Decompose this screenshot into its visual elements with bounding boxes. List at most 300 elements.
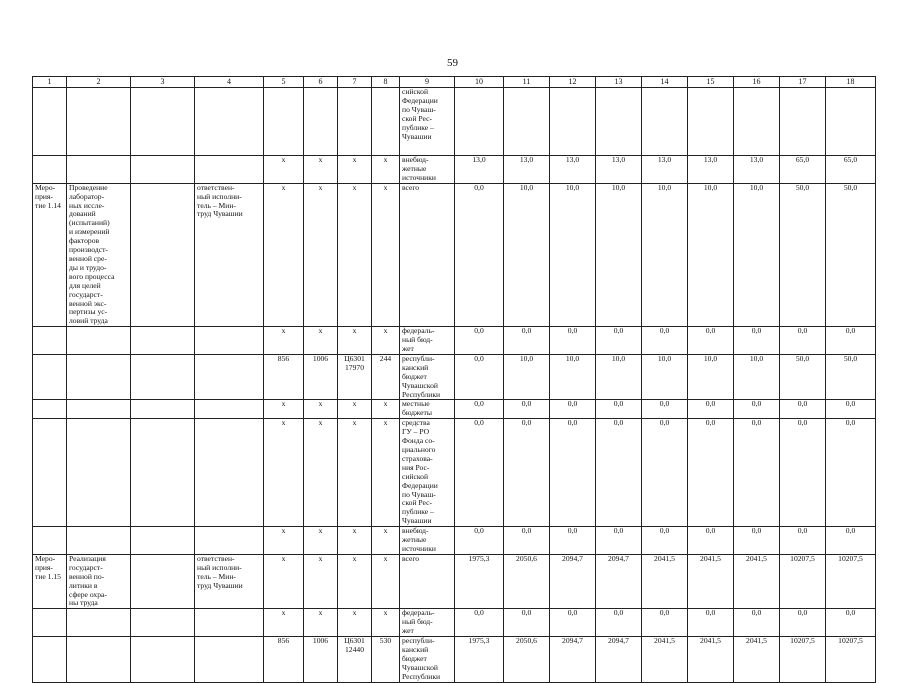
goal-cell — [131, 637, 195, 683]
executor-cell — [195, 554, 264, 608]
amount-cell — [504, 183, 550, 327]
code-cell-text: x — [352, 526, 357, 536]
amount-cell — [596, 156, 642, 184]
amount-cell — [642, 354, 688, 400]
amount-cell-text: 65,0 — [795, 155, 810, 164]
measure-name-cell — [67, 637, 131, 683]
column-number-18: 18 — [826, 77, 876, 88]
amount-cell — [826, 88, 876, 156]
executor-cell — [195, 354, 264, 400]
amount-cell-text: 10207,5 — [838, 554, 863, 563]
amount-cell-text: 2094,7 — [562, 636, 583, 646]
code-cell — [338, 554, 372, 608]
amount-cell — [780, 156, 826, 184]
amount-cell-text: 13,0 — [519, 155, 534, 164]
column-number-1: 1 — [33, 77, 67, 88]
code-cell-text: Ц6301 17970 — [344, 354, 365, 372]
amount-cell — [642, 183, 688, 327]
amount-cell-text: 0,0 — [474, 183, 484, 192]
funding-source-cell-text: внебюд- жетные источники — [402, 155, 436, 182]
amount-cell — [504, 419, 550, 527]
amount-cell — [688, 400, 734, 419]
funding-source-cell — [400, 419, 455, 527]
funding-source-cell-text: местные бюджеты — [402, 399, 432, 418]
goal-cell — [131, 609, 195, 637]
column-number-4: 4 — [195, 77, 264, 88]
amount-cell-text: 10,0 — [749, 354, 764, 363]
amount-cell-text: 1975,3 — [468, 554, 490, 563]
code-cell-text: x — [318, 326, 323, 336]
code-cell-text: 530 — [379, 636, 392, 646]
funding-source-cell-text: всего — [402, 183, 420, 192]
amount-cell — [826, 419, 876, 527]
code-cell-text: x — [352, 399, 357, 409]
amount-cell — [455, 609, 504, 637]
page-number: 59 — [447, 57, 458, 69]
measure-label-cell-text: Меро- прия- тие 1.14 — [35, 183, 61, 210]
amount-cell — [504, 527, 550, 555]
amount-cell-text: 10207,5 — [790, 554, 815, 563]
funding-source-cell — [400, 554, 455, 608]
measure-label-cell — [33, 88, 67, 156]
amount-cell-text: 0,0 — [845, 326, 856, 336]
table-row — [33, 327, 876, 355]
amount-cell — [642, 527, 688, 555]
amount-cell-text: 0,0 — [659, 418, 670, 428]
funding-source-cell — [400, 354, 455, 400]
amount-cell-text: 0,0 — [705, 608, 716, 618]
code-cell — [304, 183, 338, 327]
amount-cell — [550, 419, 596, 527]
amount-cell — [688, 527, 734, 555]
amount-cell — [734, 400, 780, 419]
code-cell — [372, 554, 400, 608]
amount-cell-text: 0,0 — [659, 399, 670, 409]
code-cell — [264, 88, 304, 156]
code-cell — [372, 419, 400, 527]
amount-cell — [780, 419, 826, 527]
amount-cell-text: 0,0 — [521, 418, 532, 428]
code-cell-text: x — [281, 183, 286, 192]
measure-name-cell — [67, 156, 131, 184]
amount-cell-text: 10207,5 — [790, 636, 815, 646]
amount-cell-text: 0,0 — [751, 526, 762, 536]
code-cell — [338, 327, 372, 355]
amount-cell-text: 2094,7 — [608, 554, 629, 563]
code-cell-text: x — [281, 399, 286, 409]
amount-cell-text: 10,0 — [519, 183, 534, 192]
code-cell-text: x — [352, 608, 357, 618]
amount-cell — [734, 419, 780, 527]
amount-cell — [455, 554, 504, 608]
measure-name-cell — [67, 400, 131, 419]
amount-cell-text: 0,0 — [567, 326, 578, 336]
amount-cell-text: 0,0 — [567, 399, 578, 409]
code-cell — [304, 609, 338, 637]
table-row — [33, 183, 876, 327]
amount-cell-text: 0,0 — [474, 399, 484, 409]
amount-cell — [734, 637, 780, 683]
executor-cell — [195, 527, 264, 555]
amount-cell — [596, 354, 642, 400]
code-cell — [372, 156, 400, 184]
goal-cell — [131, 327, 195, 355]
amount-cell — [826, 609, 876, 637]
amount-cell — [550, 354, 596, 400]
code-cell — [304, 354, 338, 400]
amount-cell — [642, 400, 688, 419]
amount-cell — [688, 354, 734, 400]
column-number-14: 14 — [642, 77, 688, 88]
code-cell — [338, 637, 372, 683]
code-cell-text: x — [318, 608, 323, 618]
amount-cell — [642, 156, 688, 184]
amount-cell-text: 2041,5 — [746, 554, 767, 563]
amount-cell-text: 10,0 — [611, 354, 626, 363]
code-cell-text: x — [383, 183, 388, 192]
amount-cell — [504, 354, 550, 400]
amount-cell-text: 10,0 — [611, 183, 626, 192]
amount-cell — [642, 637, 688, 683]
amount-cell — [734, 327, 780, 355]
code-cell — [338, 527, 372, 555]
amount-cell-text: 2050,6 — [516, 554, 537, 563]
measure-name-cell — [67, 327, 131, 355]
amount-cell — [455, 156, 504, 184]
measure-label-cell — [33, 637, 67, 683]
column-number-13: 13 — [596, 77, 642, 88]
amount-cell-text: 0,0 — [613, 399, 624, 409]
table-row — [33, 354, 876, 400]
amount-cell-text: 50,0 — [843, 183, 858, 192]
funding-source-cell — [400, 156, 455, 184]
code-cell-text: x — [281, 326, 286, 336]
amount-cell — [734, 609, 780, 637]
amount-cell-text: 0,0 — [567, 608, 578, 618]
funding-source-cell-text: федераль- ный бюд- жет — [402, 608, 435, 636]
measure-name-cell — [67, 527, 131, 555]
column-number-16: 16 — [734, 77, 780, 88]
code-cell-text: x — [318, 554, 323, 563]
amount-cell — [734, 156, 780, 184]
amount-cell — [550, 637, 596, 683]
amount-cell-text: 2041,5 — [700, 636, 721, 646]
amount-cell-text: 0,0 — [474, 526, 484, 536]
code-cell — [372, 327, 400, 355]
amount-cell — [734, 527, 780, 555]
executor-cell — [195, 609, 264, 637]
table-row — [33, 637, 876, 683]
code-cell-text: x — [352, 418, 357, 428]
funding-source-cell — [400, 609, 455, 637]
amount-cell — [596, 419, 642, 527]
column-number-3: 3 — [131, 77, 195, 88]
measure-name-cell — [67, 354, 131, 400]
amount-cell — [596, 327, 642, 355]
code-cell — [338, 183, 372, 327]
amount-cell — [826, 637, 876, 683]
amount-cell — [455, 183, 504, 327]
amount-cell-text: 50,0 — [843, 354, 858, 363]
measure-name-cell — [67, 554, 131, 608]
amount-cell-text: 0,0 — [797, 399, 808, 409]
amount-cell-text: 10207,5 — [838, 636, 863, 646]
amount-cell-text: 0,0 — [521, 526, 532, 536]
code-cell — [304, 400, 338, 419]
amount-cell-text: 0,0 — [613, 326, 624, 336]
amount-cell-text: 13,0 — [657, 155, 672, 164]
code-cell — [372, 88, 400, 156]
measure-name-cell — [67, 609, 131, 637]
amount-cell-text: 0,0 — [613, 418, 624, 428]
amount-cell — [504, 327, 550, 355]
amount-cell — [734, 354, 780, 400]
code-cell-text: x — [352, 554, 357, 563]
amount-cell — [688, 88, 734, 156]
funding-source-cell-text: федераль- ный бюд- жет — [402, 326, 435, 354]
amount-cell — [826, 554, 876, 608]
amount-cell — [688, 609, 734, 637]
amount-cell — [550, 183, 596, 327]
amount-cell — [780, 327, 826, 355]
measure-name-cell — [67, 88, 131, 156]
amount-cell-text: 0,0 — [705, 326, 716, 336]
amount-cell-text: 0,0 — [521, 326, 532, 336]
code-cell — [304, 156, 338, 184]
column-number-8: 8 — [372, 77, 400, 88]
code-cell — [264, 419, 304, 527]
code-cell-text: 856 — [277, 636, 290, 646]
budget-table — [32, 76, 876, 683]
funding-source-cell-text: сийской Федерации по Чуваш- ской Рес- публике – Чувашии — [402, 87, 438, 141]
goal-cell — [131, 183, 195, 327]
amount-cell-text: 13,0 — [703, 155, 718, 164]
amount-cell-text: 0,0 — [659, 526, 670, 536]
code-cell — [304, 327, 338, 355]
measure-label-cell — [33, 327, 67, 355]
amount-cell — [596, 554, 642, 608]
code-cell-text: x — [281, 418, 286, 428]
amount-cell — [455, 527, 504, 555]
funding-source-cell-text: внебюд- жетные источники — [402, 526, 436, 553]
amount-cell — [550, 327, 596, 355]
goal-cell — [131, 156, 195, 184]
amount-cell-text: 0,0 — [751, 418, 762, 428]
amount-cell-text: 0,0 — [845, 399, 856, 409]
executor-cell — [195, 637, 264, 683]
amount-cell-text: 13,0 — [565, 155, 580, 164]
amount-cell — [455, 88, 504, 156]
amount-cell — [826, 400, 876, 419]
code-cell-text: 856 — [277, 354, 290, 363]
amount-cell-text: 0,0 — [797, 608, 808, 618]
column-number-10: 10 — [455, 77, 504, 88]
amount-cell-text: 0,0 — [705, 418, 716, 428]
amount-cell — [596, 609, 642, 637]
table-row — [33, 156, 876, 184]
code-cell — [372, 527, 400, 555]
amount-cell — [504, 156, 550, 184]
amount-cell — [596, 88, 642, 156]
goal-cell — [131, 400, 195, 419]
code-cell-text: x — [281, 608, 286, 618]
goal-cell — [131, 554, 195, 608]
amount-cell — [642, 554, 688, 608]
amount-cell-text: 13,0 — [611, 155, 626, 164]
measure-label-cell — [33, 609, 67, 637]
amount-cell — [550, 156, 596, 184]
measure-label-cell — [33, 419, 67, 527]
amount-cell-text: 2094,7 — [562, 554, 583, 563]
code-cell-text: x — [352, 326, 357, 336]
code-cell-text: x — [318, 418, 323, 428]
amount-cell-text: 0,0 — [845, 608, 856, 618]
code-cell-text: x — [383, 399, 388, 409]
amount-cell-text: 0,0 — [845, 418, 856, 428]
amount-cell — [642, 419, 688, 527]
amount-cell — [780, 88, 826, 156]
amount-cell-text: 0,0 — [474, 608, 484, 618]
column-number-12: 12 — [550, 77, 596, 88]
amount-cell-text: 0,0 — [567, 418, 578, 428]
amount-cell-text: 2041,5 — [700, 554, 721, 563]
measure-label-cell — [33, 527, 67, 555]
amount-cell-text: 50,0 — [795, 354, 810, 363]
code-cell-text: x — [383, 526, 388, 536]
amount-cell-text: 50,0 — [795, 183, 810, 192]
executor-cell — [195, 156, 264, 184]
amount-cell-text: 0,0 — [751, 326, 762, 336]
measure-label-cell — [33, 354, 67, 400]
measure-name-cell-text: Проведение лаборатор- ных иссле- дований (испытаний) и измерений факторов производст- венной сре- ды и трудо- вого процесса для целей государст- венной экс- пертизы ус- ловий труда — [69, 183, 115, 326]
amount-cell-text: 10,0 — [565, 183, 580, 192]
amount-cell-text: 0,0 — [474, 326, 484, 336]
column-number-7: 7 — [338, 77, 372, 88]
table-row — [33, 527, 876, 555]
amount-cell — [455, 327, 504, 355]
amount-cell-text: 1975,3 — [468, 636, 490, 646]
amount-cell — [596, 400, 642, 419]
amount-cell-text: 13,0 — [749, 155, 764, 164]
code-cell-text: x — [383, 608, 388, 618]
column-number-2: 2 — [67, 77, 131, 88]
code-cell-text: x — [352, 183, 357, 192]
amount-cell — [780, 609, 826, 637]
amount-cell-text: 0,0 — [613, 526, 624, 536]
goal-cell — [131, 527, 195, 555]
code-cell — [264, 354, 304, 400]
amount-cell-text: 0,0 — [797, 418, 808, 428]
code-cell — [338, 88, 372, 156]
column-number-row — [33, 77, 876, 88]
amount-cell-text: 0,0 — [797, 326, 808, 336]
code-cell-text: x — [281, 526, 286, 536]
funding-source-cell-text: средства ГУ – РО Фонда со- циального страхова- ния Рос- сийской Федерации по Чуваш- ской Рес- публике – Чувашии — [402, 418, 438, 526]
code-cell — [304, 554, 338, 608]
amount-cell-text: 10,0 — [657, 183, 672, 192]
funding-source-cell-text: республи- канский бюджет Чувашской Республики — [402, 636, 441, 681]
amount-cell — [596, 183, 642, 327]
funding-source-cell — [400, 183, 455, 327]
code-cell-text: x — [383, 554, 388, 563]
amount-cell — [734, 183, 780, 327]
code-cell-text: x — [318, 526, 323, 536]
code-cell — [264, 527, 304, 555]
column-number-15: 15 — [688, 77, 734, 88]
amount-cell-text: 0,0 — [705, 399, 716, 409]
measure-name-cell — [67, 419, 131, 527]
amount-cell — [550, 609, 596, 637]
amount-cell-text: 10,0 — [703, 354, 718, 363]
executor-cell — [195, 88, 264, 156]
code-cell — [304, 527, 338, 555]
funding-source-cell-text: республи- канский бюджет Чувашской Республики — [402, 354, 441, 399]
executor-cell-text: ответствен- ный исполни- тель – Мин- труд Чувашии — [197, 554, 243, 590]
code-cell — [338, 354, 372, 400]
amount-cell — [455, 400, 504, 419]
amount-cell — [734, 554, 780, 608]
code-cell — [264, 637, 304, 683]
code-cell-text: 244 — [379, 354, 392, 363]
table-row — [33, 400, 876, 419]
amount-cell — [550, 400, 596, 419]
amount-cell — [826, 156, 876, 184]
funding-source-cell-text: всего — [402, 554, 420, 563]
code-cell — [372, 400, 400, 419]
amount-cell-text: 13,0 — [472, 155, 486, 164]
measure-label-cell — [33, 400, 67, 419]
table-row — [33, 554, 876, 608]
amount-cell — [688, 419, 734, 527]
amount-cell — [780, 554, 826, 608]
amount-cell-text: 10,0 — [749, 183, 764, 192]
column-number-5: 5 — [264, 77, 304, 88]
amount-cell — [596, 637, 642, 683]
code-cell — [264, 400, 304, 419]
measure-name-cell — [67, 183, 131, 327]
code-cell-text: x — [318, 399, 323, 409]
amount-cell — [780, 527, 826, 555]
amount-cell — [688, 327, 734, 355]
code-cell — [338, 609, 372, 637]
amount-cell — [596, 527, 642, 555]
column-number-17: 17 — [780, 77, 826, 88]
amount-cell — [455, 637, 504, 683]
column-number-6: 6 — [304, 77, 338, 88]
table-row — [33, 609, 876, 637]
amount-cell — [504, 637, 550, 683]
code-cell — [264, 327, 304, 355]
measure-label-cell — [33, 554, 67, 608]
amount-cell — [550, 88, 596, 156]
amount-cell — [780, 183, 826, 327]
executor-cell — [195, 400, 264, 419]
amount-cell-text: 0,0 — [845, 526, 856, 536]
amount-cell-text: 0,0 — [659, 326, 670, 336]
amount-cell — [688, 637, 734, 683]
amount-cell — [455, 354, 504, 400]
goal-cell — [131, 88, 195, 156]
code-cell — [304, 419, 338, 527]
amount-cell-text: 65,0 — [843, 155, 858, 164]
code-cell — [264, 554, 304, 608]
amount-cell-text: 10,0 — [657, 354, 672, 363]
measure-label-cell — [33, 183, 67, 327]
table-row — [33, 88, 876, 156]
amount-cell-text: 0,0 — [659, 608, 670, 618]
code-cell-text: x — [383, 418, 388, 428]
amount-cell-text: 0,0 — [613, 608, 624, 618]
